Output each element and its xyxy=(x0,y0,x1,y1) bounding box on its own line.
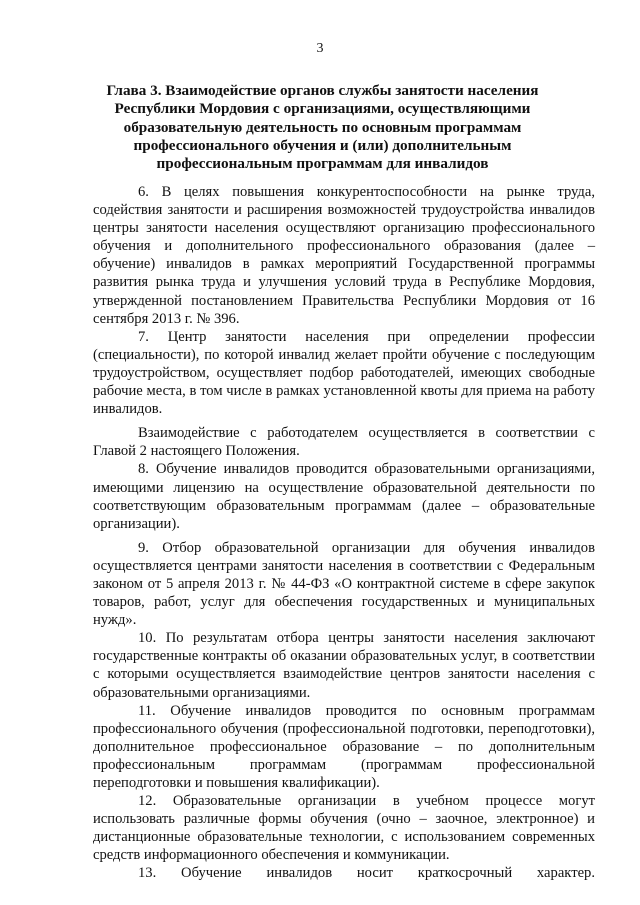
paragraph-8: 8. Обучение инвалидов проводится образовательными организациями, имеющими лицензию на осуществление образовательной деятельности по соответствующим образовательным программам (далее – образовательные организации). xyxy=(93,461,595,532)
paragraph-6: 6. В целях повышения конкурентоспособности на рынке труда, содействия занятости и расширения возможностей трудоустройства инвалидов центры занятости населения осуществляют организацию профессионального обучения и дополнительного профессионального образования (далее – обучение) инвалидов в рамках мероприятий Государственной программы развития рынка труда и улучшения условий труда в Республике Мордовия, утвержденной постановлением Правительства Республики Мордовия от 16 сентября 2013 г. № 396. xyxy=(93,184,595,327)
paragraph-13: 13. Обучение инвалидов носит краткосрочный характер. xyxy=(138,865,595,882)
chapter-heading: Глава 3. Взаимодействие органов службы занятости населения Республики Мордовия с организациями, осуществляющими образовательную деятельность по основным программам профессионального обучения и (или) дополнительным профессиональным программам для инвалидов xyxy=(106,82,539,173)
paragraph-12: 12. Образовательные организации в учебном процессе могут использовать различные формы обучения (очно – заочное, электронное) и дистанционные образовательные технологии, с использованием современных средств информационного обеспечения и коммуникации. xyxy=(93,793,595,864)
paragraph-10: 10. По результатам отбора центры занятости населения заключают государственные контракты об оказании образовательных услуг, в соответствии с которыми осуществляется взаимодействие центров занятости населения с образовательными организациями. xyxy=(93,630,595,701)
paragraph-interaction: Взаимодействие с работодателем осуществляется в соответствии с Главой 2 настоящего Положения. xyxy=(93,425,595,460)
page-number: 3 xyxy=(316,41,324,56)
paragraph-11: 11. Обучение инвалидов проводится по основным программам профессионального обучения (профессиональной подготовки, переподготовки), дополнительное профессиональное образование – по дополнительным профессиональным программам (программам профессиональной переподготовки и повышения квалификации). xyxy=(93,702,595,791)
document-body xyxy=(93,183,595,883)
paragraph-7: 7. Центр занятости населения при определении профессии (специальности), по которой инвалид желает пройти обучение с последующим трудоустройством, осуществляет подбор работодателей, имеющих свободные рабочие места, в том числе в рамках установленной квоты для приема на работу инвалидов. xyxy=(93,328,595,418)
paragraph-9: 9. Отбор образовательной организации для обучения инвалидов осуществляется центрами занятости населения в соответствии с Федеральным законом от 5 апреля 2013 г. № 44-ФЗ «О контрактной системе в сфере закупок товаров, работ, услуг для обеспечения государственных и муниципальных нужд». xyxy=(93,539,595,629)
